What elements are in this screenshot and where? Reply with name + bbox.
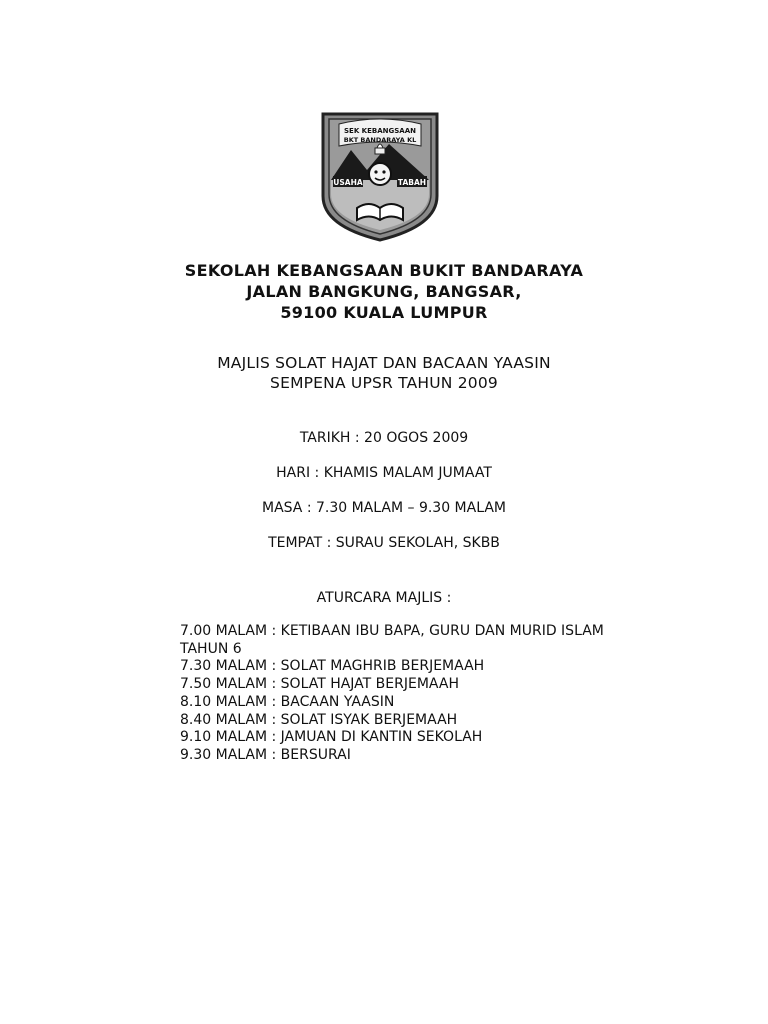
event-title [0,353,768,393]
event-time: MASA : 7.30 MALAM – 9.30 MALAM [261,500,506,516]
event-date: TARIKH : 20 OGOS 2009 [299,430,469,446]
event-day: HARI : KHAMIS MALAM JUMAAT [276,465,492,481]
event-title-line-2: SEMPENA UPSR TAHUN 2009 [270,374,498,392]
school-crest-logo [317,108,443,244]
agenda-heading: ATURCARA MAJLIS : [316,590,452,606]
agenda-item: 9.10 MALAM : JAMUAN DI KANTIN SEKOLAH [180,729,483,746]
crest-word-left: USAHA [333,178,363,187]
agenda-item: 8.40 MALAM : SOLAT ISYAK BERJEMAAH [180,711,458,728]
agenda-item: 8.10 MALAM : BACAAN YAASIN [180,693,395,710]
crest-text-top: SEK KEBANGSAAN [344,127,416,135]
event-title-line-1: MAJLIS SOLAT HAJAT DAN BACAAN YAASIN [217,354,551,372]
address-line-1: JALAN BANGKUNG, BANGSAR, [246,282,522,301]
agenda-item: 7.30 MALAM : SOLAT MAGHRIB BERJEMAAH [180,658,485,675]
agenda-item: 7.00 MALAM : KETIBAAN IBU BAPA, GURU DAN MURID ISLAM [180,623,604,639]
crest-icon [317,108,443,244]
address-line-2: 59100 KUALA LUMPUR [280,303,488,322]
school-header [0,260,768,323]
agenda-item: 7.50 MALAM : SOLAT HAJAT BERJEMAAH [180,676,459,693]
school-name: SEKOLAH KEBANGSAAN BUKIT BANDARAYA [184,261,584,280]
agenda-item: TAHUN 6 [180,640,242,657]
event-venue: TEMPAT : SURAU SEKOLAH, SKBB [268,535,500,551]
agenda-schedule [180,623,680,765]
crest-text-second: BKT BANDARAYA KL [343,136,417,144]
agenda-item: 9.30 MALAM : BERSURAI [180,746,351,763]
crest-word-right: TABAH [397,178,427,187]
